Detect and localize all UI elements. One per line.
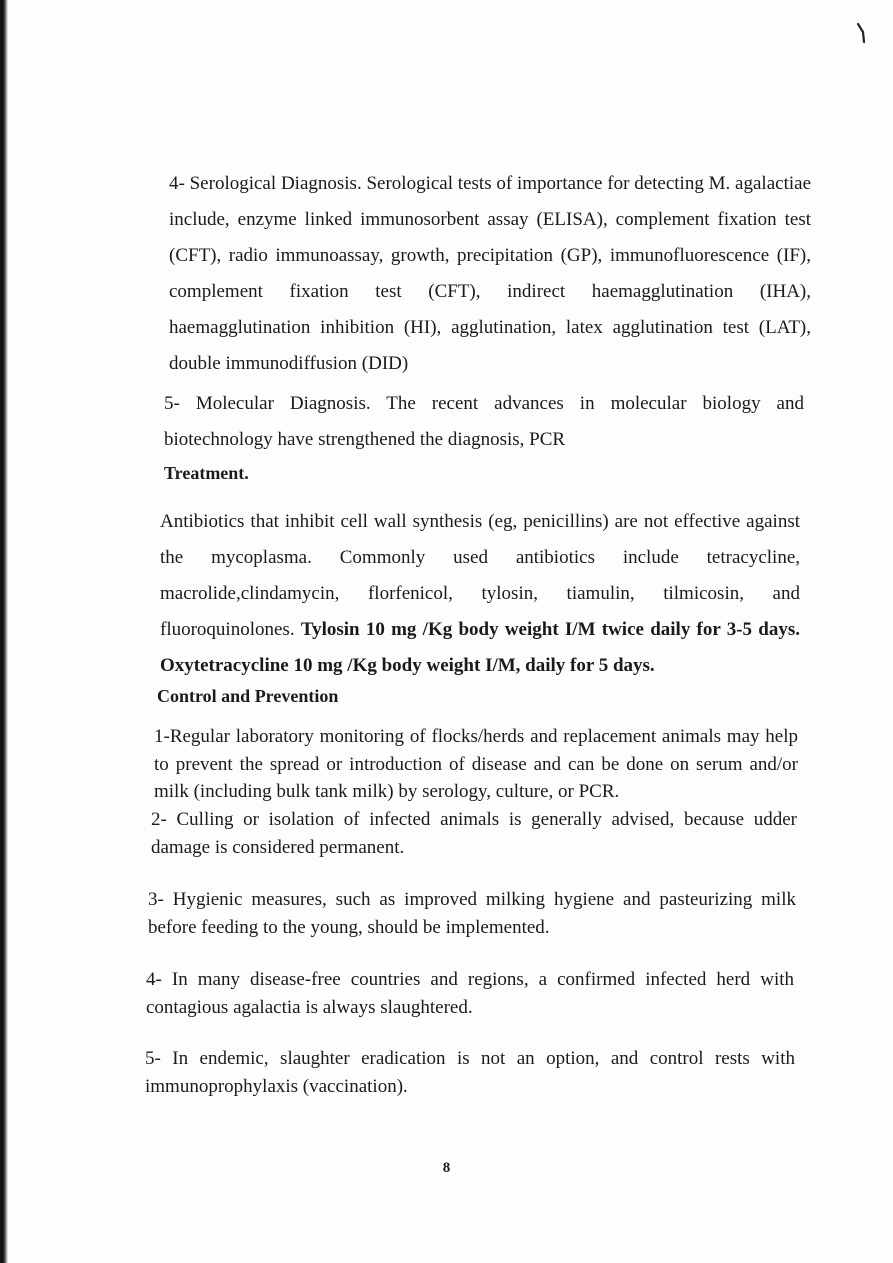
control-item-3: 3- Hygienic measures, such as improved milking hygiene and pasteurizing milk before feeding to the young, should be implemented.	[148, 889, 796, 938]
pen-mark-icon	[856, 22, 866, 44]
treatment-text: Antibiotics that inhibit cell wall synthesis (eg, penicillins) are not effective against the mycoplasma. Commonly used antibiotics include tetracycline, macrolide,clindamycin, florfenicol, tylosin, tiamulin, tilmicosin, and fluoroquinolones.	[160, 511, 800, 640]
control-item-5: 5- In endemic, slaughter eradication is not an option, and control rests with immunoprophylaxis (vaccination).	[145, 1048, 795, 1097]
treatment-heading: Treatment.	[164, 463, 249, 483]
control-item-1: 1-Regular laboratory monitoring of flocks/herds and replacement animals may help to prevent the spread or introduction of disease and can be done on serum and/or milk (including bulk tank milk) by serology, culture, or PCR.	[154, 726, 798, 802]
control-item-4: 4- In many disease-free countries and regions, a confirmed infected herd with contagious agalactia is always slaughtered.	[146, 969, 794, 1018]
page-number: 8	[442, 1160, 451, 1176]
treatment-paragraph	[160, 504, 800, 684]
control-prevention-heading: Control and Prevention	[157, 686, 339, 706]
scan-edge-shadow	[0, 0, 8, 1263]
control-item-2: 2- Culling or isolation of infected animals is generally advised, because udder damage is considered permanent.	[151, 809, 797, 858]
treatment-dosage: Tylosin 10 mg /Kg body weight I/M twice daily for 3-5 days. Oxytetracycline 10 mg /Kg body weight I/M, daily for 5 days.	[160, 619, 800, 676]
serological-diagnosis-paragraph: 4- Serological Diagnosis. Serological tests of importance for detecting M. agalactiae include, enzyme linked immunosorbent assay (ELISA), complement fixation test (CFT), radio immunoassay, growth, precipitation (GP), immunofluorescence (IF), complement fixation test (CFT), indirect haemagglutination (IHA), haemagglutination inhibition (HI), agglutination, latex agglutination test (LAT), double immunodiffusion (DID)	[169, 173, 811, 374]
molecular-diagnosis-paragraph: 5- Molecular Diagnosis. The recent advances in molecular biology and biotechnology have strengthened the diagnosis, PCR	[164, 393, 804, 450]
